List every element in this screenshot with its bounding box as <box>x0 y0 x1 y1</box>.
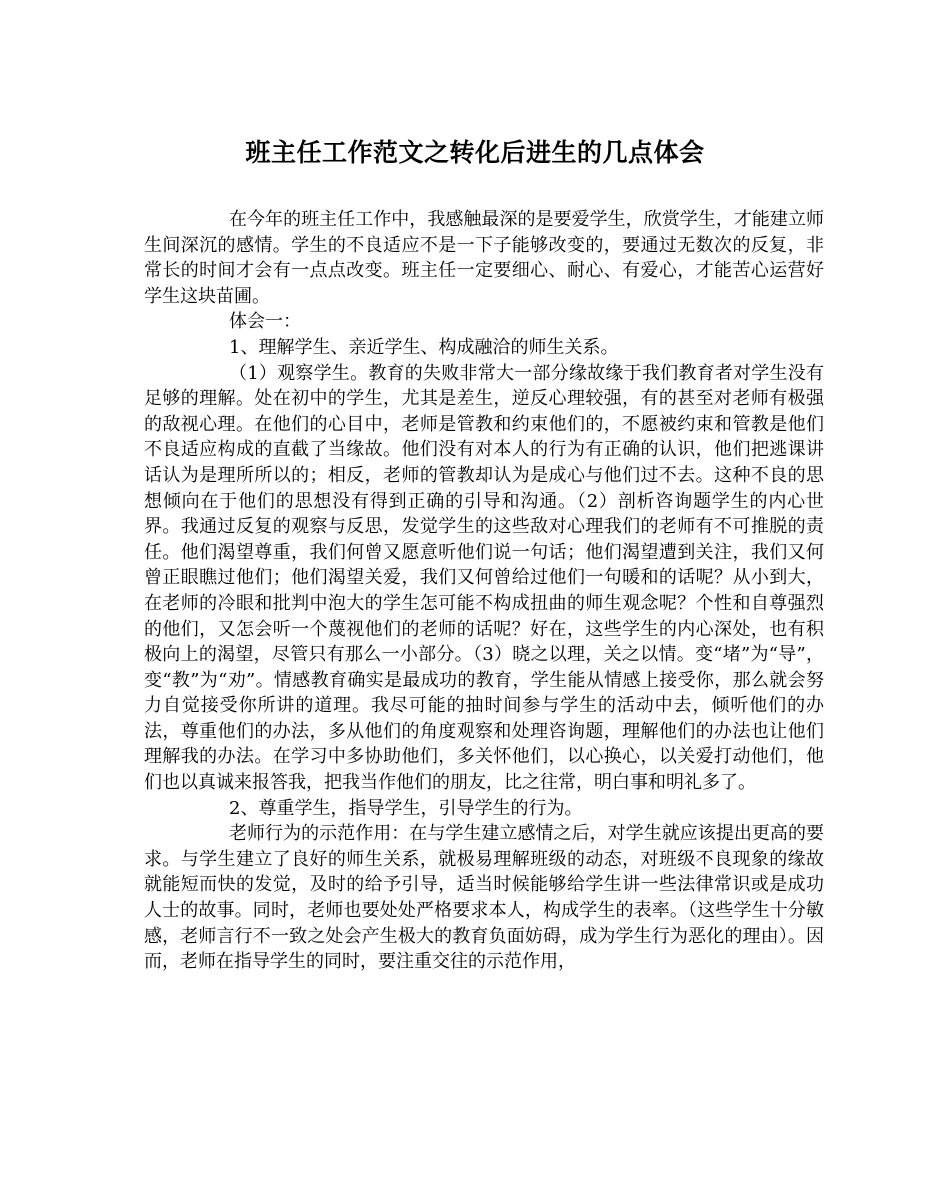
paragraph-section-one-heading: 1、理解学生、亲近学生、构成融洽的师生关系。 <box>229 336 619 358</box>
document-title: 班主任工作范文之转化后进生的几点体会 <box>245 138 705 167</box>
paragraph-section-two-heading: 2、尊重学生，指导学生，引导学生的行为。 <box>229 797 583 819</box>
document-body <box>144 207 824 975</box>
paragraph-section-two-body: 老师行为的示范作用：在与学生建立感情之后，对学生就应该提出更高的要求。与学生建立了良好的师生关系，就极易理解班级的动态，对班级不良现象的缘故就能短而快的发觉，及时的给予引导，适当时候能够给学生讲一些法律常识或是成功人士的故事。同时，老师也要处处严格要求本人，构成学生的表率。（这些学生十分敏感，老师言行不一致之处会产生极大的教育负面妨碍，成为学生行为恶化的理由）。因而，老师在指导学生的同时，要注重交往的示范作用， <box>144 823 824 973</box>
paragraph-heading-experience-one: 体会一： <box>229 311 301 333</box>
paragraph-section-one-body: （1）观察学生。教育的失败非常大一部分缘故缘于我们教育者对学生没有足够的理解。处在初中的学生，尤其是差生，逆反心理较强，有的甚至对老师有极强的敌视心理。在他们的心目中，老师是管教和约束他们的，不愿被约束和管教是他们不良适应构成的直截了当缘故。他们没有对本人的行为有正确的认识，他们把逃课讲话认为是理所所以的；相反，老师的管教却认为是成心与他们过不去。这种不良的思想倾向在于他们的思想没有得到正确的引导和沟通。（2）剖析咨询题学生的内心世界。我通过反复的观察与反思，发觉学生的这些敌对心理我们的老师有不可推脱的责任。他们渴望尊重，我们何曾又愿意听他们说一句话；他们渴望遭到关注，我们又何曾正眼瞧过他们；他们渴望关爱，我们又何曾给过他们一句暖和的话呢？从小到大，在老师的冷眼和批判中泡大的学生怎可能不构成扭曲的师生观念呢？个性和自尊强烈的他们，又怎会听一个蔑视他们的老师的话呢？好在，这些学生的内心深处，也有积极向上的渴望，尽管只有那么一小部分。（3）晓之以理，关之以情。变“堵”为“导”，变“教”为“劝”。情感教育确实是最成功的教育，学生能从情感上接受你，那么就会努力自觉接受你所讲的道理。我尽可能的抽时间参与学生的活动中去，倾听他们的办法，尊重他们的办法，多从他们的角度观察和处理咨询题，理解他们的办法也让他们理解我的办法。在学习中多协助他们，多关怀他们，以心换心，以关爱打动他们，他们也以真诚来报答我，把我当作他们的朋友，比之往常，明白事和明礼多了。 <box>144 362 824 794</box>
paragraph-intro: 在今年的班主任工作中，我感触最深的是要爱学生，欣赏学生，才能建立师生间深沉的感情。学生的不良适应不是一下子能够改变的，要通过无数次的反复，非常长的时间才会有一点点改变。班主任一定要细心、耐心、有爱心，才能苦心运营好学生这块苗圃。 <box>144 209 824 307</box>
